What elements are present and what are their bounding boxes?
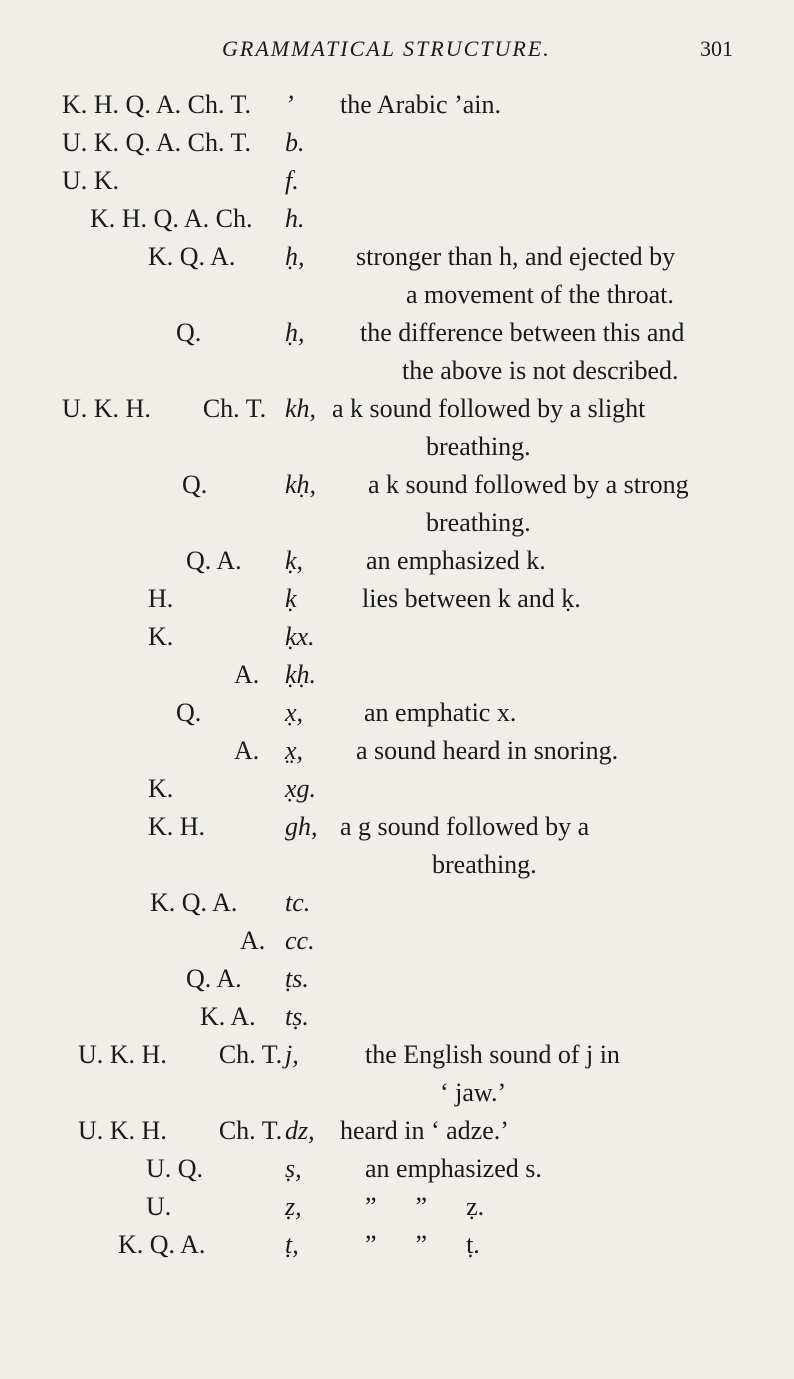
phoneme-entry	[0, 618, 794, 656]
phonetic-symbol: ḥ,	[285, 318, 305, 347]
sound-description: ” ” ẓ.	[365, 1192, 485, 1221]
entry-line	[0, 656, 794, 694]
entry-continuation-line	[0, 846, 794, 884]
phonetic-symbol: dz,	[285, 1116, 315, 1145]
language-abbreviations: Q.	[182, 470, 208, 499]
language-abbreviations: U. K. H. Ch. T.	[62, 394, 267, 423]
entry-line	[0, 162, 794, 200]
language-abbreviations: A.	[240, 926, 266, 955]
phoneme-list	[0, 86, 794, 1264]
phonetic-symbol: ṣ,	[285, 1154, 302, 1183]
sound-description: an emphatic x.	[364, 698, 517, 727]
phonetic-symbol: cc.	[285, 926, 315, 955]
language-abbreviations: Q. A.	[186, 964, 242, 993]
entry-line	[0, 1150, 794, 1188]
language-abbreviations: K. H. Q. A. Ch.	[90, 204, 253, 233]
phonetic-symbol: ṭ,	[285, 1230, 299, 1259]
phonetic-symbol: f.	[285, 166, 299, 195]
entry-line	[0, 884, 794, 922]
phoneme-entry	[0, 238, 794, 314]
phonetic-symbol: kḥ,	[285, 470, 317, 499]
description-continuation: a movement of the throat.	[406, 280, 674, 309]
entry-line	[0, 998, 794, 1036]
language-abbreviations: K. H.	[148, 812, 206, 841]
phoneme-entry	[0, 998, 794, 1036]
phoneme-entry	[0, 580, 794, 618]
phoneme-entry	[0, 162, 794, 200]
entry-line	[0, 770, 794, 808]
phoneme-entry	[0, 770, 794, 808]
phoneme-entry	[0, 884, 794, 922]
phoneme-entry	[0, 466, 794, 542]
header-title: GRAMMATICAL STRUCTURE.	[222, 36, 551, 61]
phoneme-entry	[0, 808, 794, 884]
entry-line	[0, 618, 794, 656]
entry-line	[0, 86, 794, 124]
description-continuation: breathing.	[426, 508, 531, 537]
language-abbreviations: H.	[148, 584, 174, 613]
language-abbreviations: U. K. Q. A. Ch. T.	[62, 128, 251, 157]
phonetic-symbol: gh,	[285, 812, 318, 841]
phonetic-symbol: x̤,	[285, 736, 304, 765]
language-abbreviations: K. H. Q. A. Ch. T.	[62, 90, 251, 119]
description-continuation: breathing.	[426, 432, 531, 461]
language-abbreviations: K. Q. A.	[150, 888, 238, 917]
language-abbreviations: A.	[234, 660, 260, 689]
entry-continuation-line	[0, 428, 794, 466]
running-header	[0, 36, 794, 66]
phonetic-symbol: ṭs.	[285, 964, 309, 993]
phoneme-entry	[0, 922, 794, 960]
phoneme-entry	[0, 694, 794, 732]
language-abbreviations: Q.	[176, 318, 202, 347]
language-abbreviations: A.	[234, 736, 260, 765]
description-continuation: the above is not described.	[402, 356, 679, 385]
entry-line	[0, 314, 794, 352]
page-number: 301	[700, 36, 733, 61]
entry-line	[0, 808, 794, 846]
phoneme-entry	[0, 124, 794, 162]
entry-line	[0, 1188, 794, 1226]
language-abbreviations: U. K.	[62, 166, 120, 195]
entry-line	[0, 922, 794, 960]
entry-line	[0, 580, 794, 618]
entry-continuation-line	[0, 352, 794, 390]
entry-line	[0, 124, 794, 162]
phonetic-symbol: kh,	[285, 394, 317, 423]
sound-description: a sound heard in snoring.	[356, 736, 619, 765]
description-continuation: breathing.	[432, 850, 537, 879]
language-abbreviations: Q. A.	[186, 546, 242, 575]
phoneme-entry	[0, 390, 794, 466]
language-abbreviations: K. Q. A.	[118, 1230, 206, 1259]
entry-line	[0, 466, 794, 504]
phoneme-entry	[0, 960, 794, 998]
phonetic-symbol: x̣,	[285, 698, 304, 727]
phonetic-symbol: b.	[285, 128, 305, 157]
entry-line	[0, 1036, 794, 1074]
entry-line	[0, 1226, 794, 1264]
entry-continuation-line	[0, 504, 794, 542]
language-abbreviations: U. K. H. Ch. T.	[78, 1116, 283, 1145]
phonetic-symbol: tc.	[285, 888, 311, 917]
phonetic-symbol: h.	[285, 204, 305, 233]
sound-description: the difference between this and	[360, 318, 685, 347]
entry-line	[0, 694, 794, 732]
sound-description: a g sound followed by a	[340, 812, 590, 841]
entry-continuation-line	[0, 1074, 794, 1112]
phoneme-entry	[0, 732, 794, 770]
phoneme-entry	[0, 1188, 794, 1226]
language-abbreviations: K.	[148, 622, 174, 651]
language-abbreviations: U. K. H. Ch. T.	[78, 1040, 283, 1069]
phoneme-entry	[0, 656, 794, 694]
phonetic-symbol: ’	[285, 90, 294, 119]
phonetic-symbol: ḳ	[285, 584, 297, 613]
phonetic-symbol: x̣g.	[285, 774, 317, 803]
sound-description: ” ” ṭ.	[365, 1230, 480, 1259]
phoneme-entry	[0, 542, 794, 580]
phonetic-symbol: ḳx.	[285, 622, 315, 651]
sound-description: a k sound followed by a slight	[332, 394, 646, 423]
language-abbreviations: K. A.	[200, 1002, 256, 1031]
entry-line	[0, 1112, 794, 1150]
sound-description: heard in ‘ adze.’	[340, 1116, 509, 1145]
entry-continuation-line	[0, 276, 794, 314]
sound-description: a k sound followed by a strong	[368, 470, 689, 499]
phoneme-entry	[0, 1112, 794, 1150]
sound-description: an emphasized s.	[365, 1154, 542, 1183]
phoneme-entry	[0, 314, 794, 390]
entry-line	[0, 732, 794, 770]
sound-description: the Arabic ’ain.	[340, 90, 501, 119]
phoneme-entry	[0, 1226, 794, 1264]
phonetic-symbol: ḳḥ.	[285, 660, 317, 689]
sound-description: stronger than h, and ejected by	[356, 242, 676, 271]
phoneme-entry	[0, 200, 794, 238]
phonetic-symbol: tṣ.	[285, 1002, 309, 1031]
sound-description: an emphasized k.	[366, 546, 546, 575]
sound-description: lies between k and ḳ.	[362, 584, 581, 613]
description-continuation: ‘ jaw.’	[440, 1078, 507, 1107]
entry-line	[0, 238, 794, 276]
phonetic-symbol: ḥ,	[285, 242, 305, 271]
sound-description: the English sound of j in	[365, 1040, 620, 1069]
phoneme-entry	[0, 1036, 794, 1112]
entry-line	[0, 542, 794, 580]
phonetic-symbol: ẓ,	[285, 1192, 302, 1221]
phonetic-symbol: ḳ,	[285, 546, 304, 575]
phoneme-entry	[0, 86, 794, 124]
language-abbreviations: K. Q. A.	[148, 242, 236, 271]
phoneme-entry	[0, 1150, 794, 1188]
entry-line	[0, 200, 794, 238]
entry-line	[0, 390, 794, 428]
language-abbreviations: K.	[148, 774, 174, 803]
phonetic-symbol: j,	[285, 1040, 299, 1069]
language-abbreviations: Q.	[176, 698, 202, 727]
entry-line	[0, 960, 794, 998]
language-abbreviations: U. Q.	[146, 1154, 204, 1183]
language-abbreviations: U.	[146, 1192, 172, 1221]
